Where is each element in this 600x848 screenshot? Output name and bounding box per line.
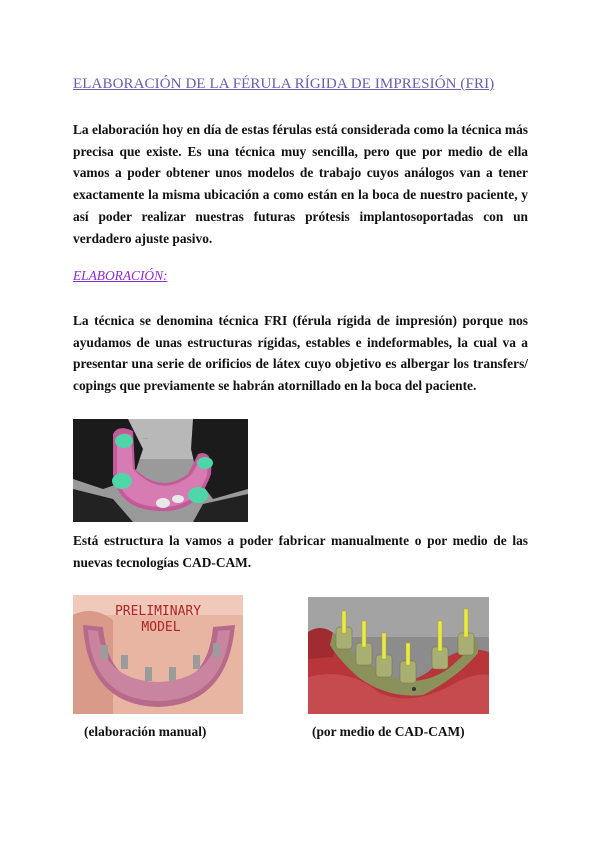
section-heading: ELABORACIÓN: <box>73 268 168 283</box>
model-label-line2: MODEL <box>141 620 181 635</box>
splint-photo <box>73 419 248 522</box>
intro-paragraph: La elaboración hoy en día de estas férulas está considerada como la técnica más precisa que existe. Es una técnica muy sencilla, pero que por medio de ella vamos a poder obtener unos modelos de trabajo cuyos análogos van a tener exactamente la misma ubicación a como están en la boca de nuestro paciente, y así poder realizar nuestras futuras prótesis implantosoportadas con un verdadero ajuste pasivo. <box>73 122 528 246</box>
model-label-line1: PRELIMINARY <box>114 604 202 619</box>
caption-cadcam: (por medio de CAD-CAM) <box>312 724 465 739</box>
cadcam-model-photo <box>308 597 489 714</box>
manual-model-photo <box>73 595 243 714</box>
page-title: ELABORACIÓN DE LA FÉRULA RÍGIDA DE IMPRESIÓN (FRI) <box>73 76 495 92</box>
caption-manual: (elaboración manual) <box>84 724 207 739</box>
structure-paragraph: Está estructura la vamos a poder fabricar manualmente o por medio de las nuevas tecnologías CAD-CAM. <box>73 533 528 570</box>
technique-paragraph: La técnica se denomina técnica FRI (férula rígida de impresión) porque nos ayudamos de unas estructuras rígidas, estables e indeformables, la cual va a presentar una serie de orificios de látex cuyo objetivo es albergar los transfers/ copings que previamente se habrán atornillado en la boca del paciente. <box>73 313 528 394</box>
svg-text:…: … <box>143 435 148 441</box>
